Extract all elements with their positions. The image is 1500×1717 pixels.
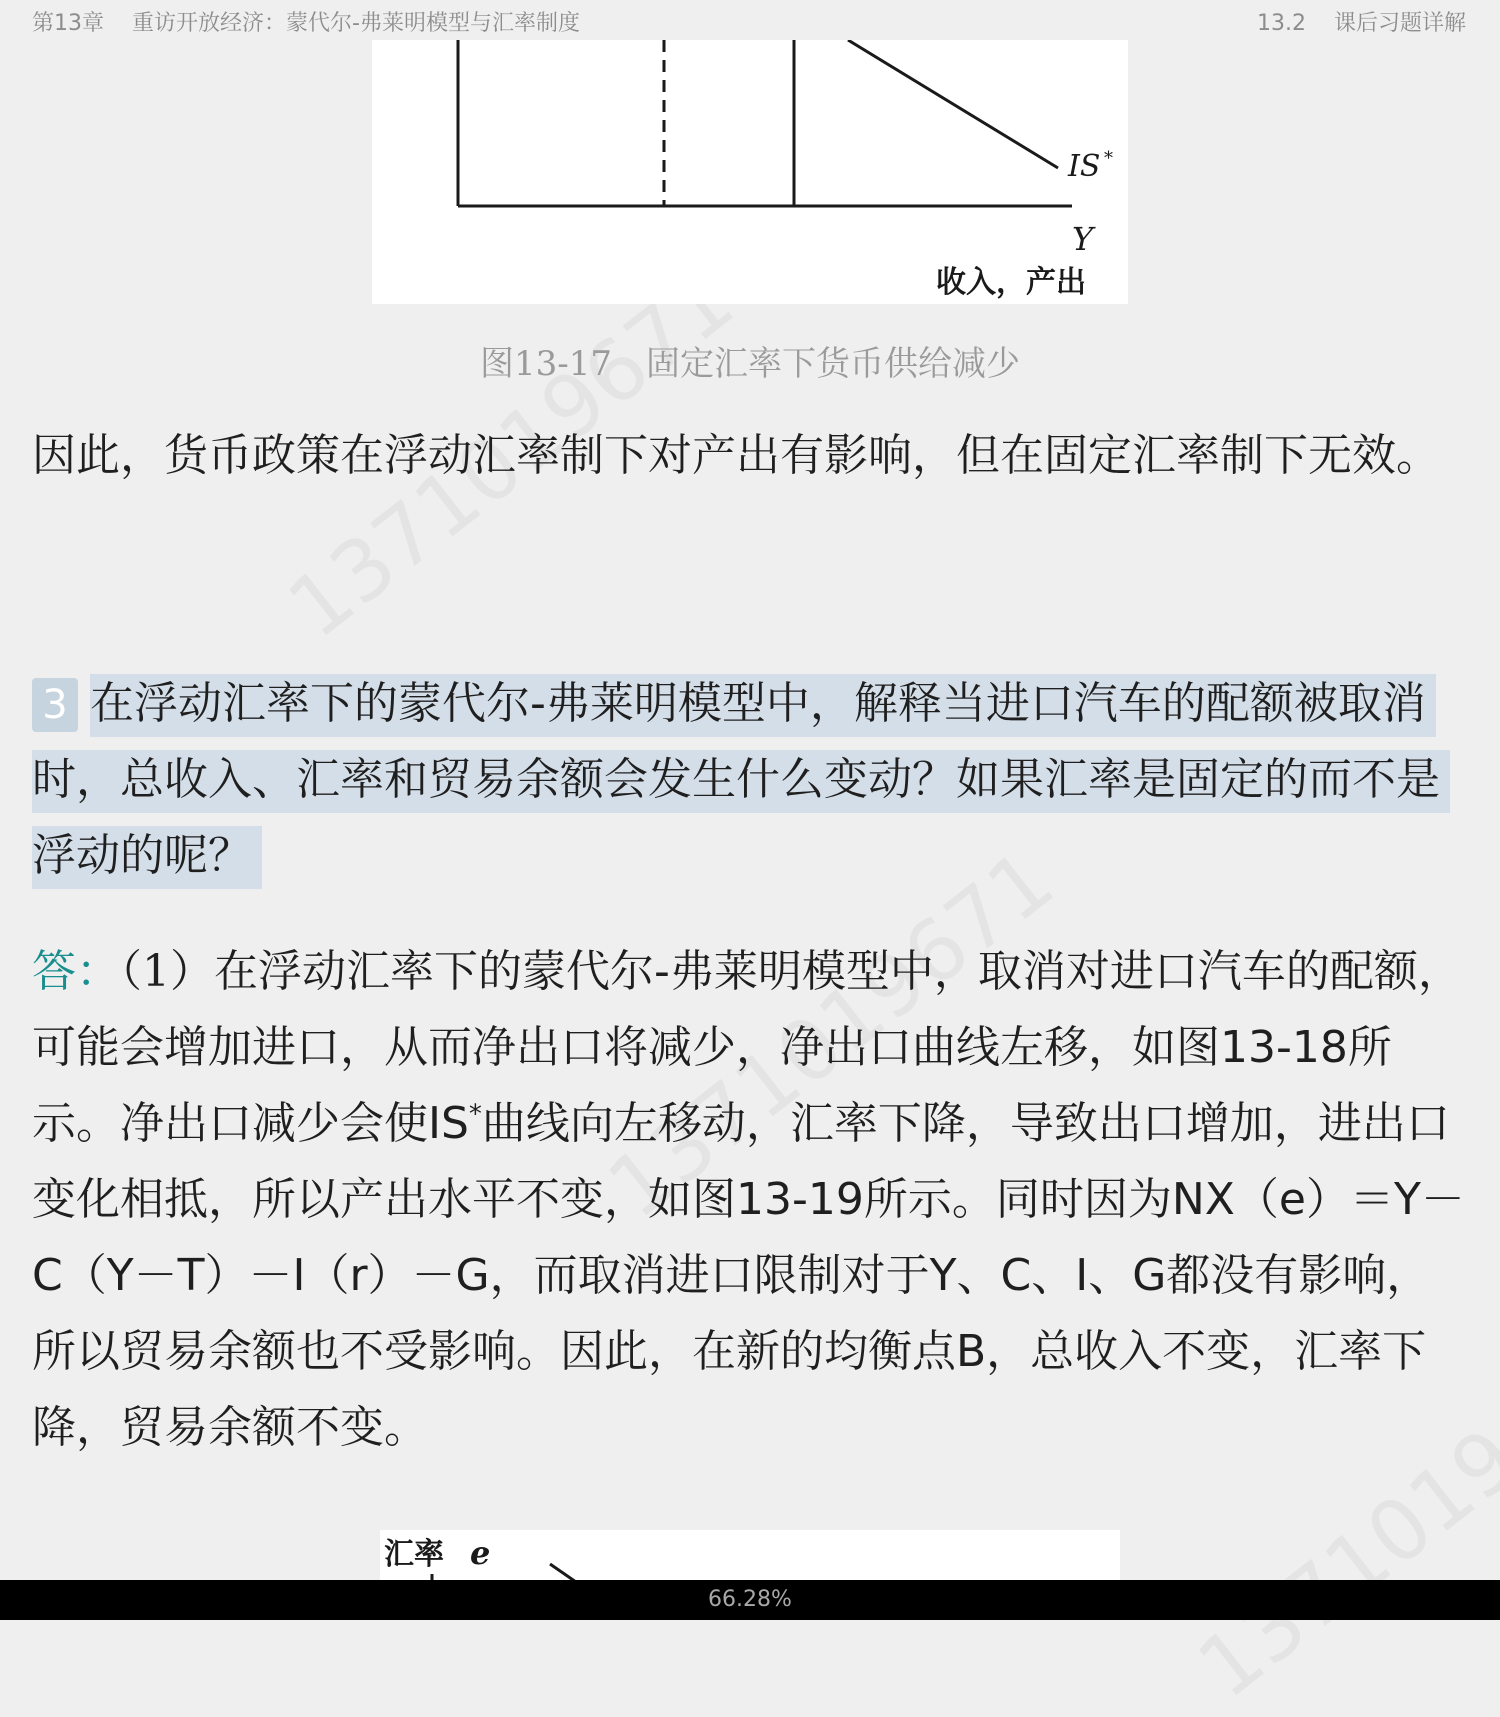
figure-13-17: [372, 40, 1128, 304]
chapter-heading: [32, 6, 580, 37]
question-text[interactable]: 在浮动汇率下的蒙代尔-弗莱明模型中，解释当进口汽车的配额被取消时，总收入、汇率和贸易余额会发生什么变动？如果汇率是固定的而不是浮动的呢？: [32, 674, 1450, 889]
question-number: 3: [32, 678, 78, 732]
section-number: 13.2: [1257, 11, 1306, 36]
y-axis-var: e: [470, 1534, 491, 1572]
y-axis-title: 汇率: [384, 1537, 444, 1572]
x-axis-var: Y: [1072, 220, 1094, 258]
is-curve-label: IS: [1068, 149, 1101, 184]
reading-progress-bar: [0, 1580, 1500, 1620]
x-axis-title: 收入，产出: [936, 265, 1086, 300]
answer-block: [32, 934, 1472, 1466]
is-curve-label-sup: *: [1104, 148, 1113, 169]
body-paragraph: 因此，货币政策在浮动汇率制下对产出有影响，但在固定汇率制下无效。: [32, 430, 1440, 481]
chapter-number: 第13章: [32, 11, 104, 36]
answer-sup: *: [468, 1099, 482, 1130]
figure-13-18: [380, 1530, 1120, 1582]
question-block[interactable]: [32, 666, 1472, 894]
answer-text-a: 在浮动汇率下的蒙代尔-弗莱明模型中，取消对进口汽车的配额，可能会增加进口，从而净出口将减少，净出口曲线左移，如图13-18所示。净出口减少会使IS: [32, 946, 1462, 1149]
is-curve: [848, 40, 1058, 168]
figure-13-17-graphic: [372, 40, 1128, 304]
chapter-title: 重访开放经济：蒙代尔-弗莱明模型与汇率制度: [132, 11, 580, 36]
page-header: [0, 0, 1500, 40]
answer-text-b: 曲线向左移动，汇率下降，导致出口增加，进出口变化相抵，所以产出水平不变，如图13-19所示。同时因为NX（e）＝Y－C（Y－T）－I（r）－G，而取消进口限制对于Y、C、I、G都没有影响，所以贸易余额也不受影响。因此，在新的均衡点B，总收入不变，汇率下降，贸易余额不变。: [32, 1098, 1465, 1453]
answer-part-number: （1）: [120, 946, 214, 997]
section-heading: [1257, 6, 1466, 37]
figure-caption: 图13-17 固定汇率下货币供给减少: [479, 344, 1020, 384]
answer-label: 答：: [32, 946, 120, 997]
reading-progress-percent: 66.28%: [708, 1587, 792, 1612]
figure-13-18-graphic: [380, 1530, 1120, 1582]
section-title: 课后习题详解: [1333, 11, 1466, 36]
